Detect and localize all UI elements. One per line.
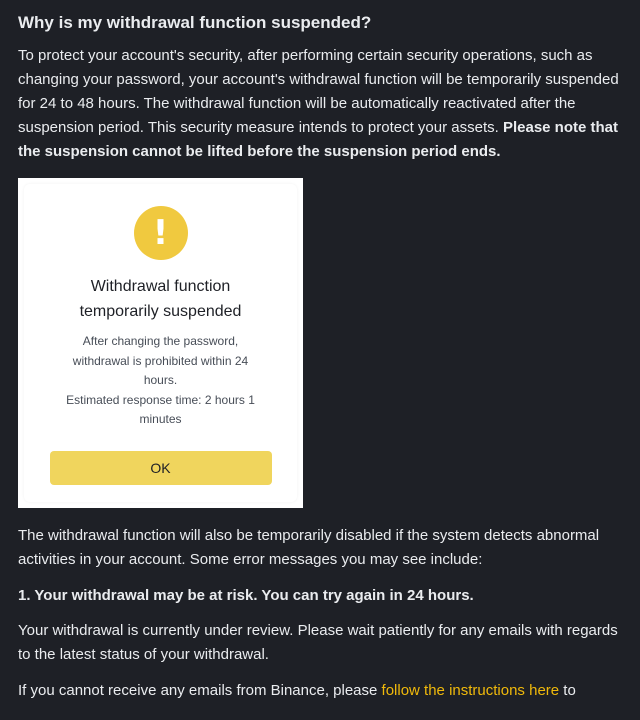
- dialog-body-line2: Estimated response time: 2 hours 1 minutes: [66, 392, 255, 426]
- dialog-title: Withdrawal function temporarily suspended: [79, 278, 242, 320]
- paragraph-no-email: [18, 679, 622, 703]
- article-heading: Why is my withdrawal function suspended?: [18, 13, 372, 32]
- suspension-dialog: [24, 184, 297, 502]
- warning-icon: [134, 206, 188, 260]
- instructions-link[interactable]: follow the instructions here: [381, 682, 560, 699]
- paragraph-under-review: Your withdrawal is currently under review. Please wait patiently for any emails with regards to the latest status of your withdrawal.: [18, 622, 618, 663]
- no-email-suffix: to: [559, 682, 576, 699]
- error-message-1: 1. Your withdrawal may be at risk. You can try again in 24 hours.: [18, 587, 474, 604]
- intro-paragraph: [18, 44, 622, 164]
- paragraph-abnormal-activity: The withdrawal function will also be temporarily disabled if the system detects abnormal activities in your account. Some error messages you may see include:: [18, 527, 600, 568]
- intro-text: To protect your account's security, after performing certain security operations, such as changing your password, your account's withdrawal function will be temporarily suspended for 24 to 48 hours. The withdrawal function will be automatically reactivated after the suspension period. This security measure intends to protect your assets.: [18, 47, 619, 136]
- intro-bold-note: Please note that the suspension cannot be lifted before the suspension period ends.: [18, 119, 619, 160]
- suspension-dialog-screenshot: [18, 178, 303, 508]
- warning-icon-glyph: !: [152, 213, 169, 253]
- dialog-body-line1: After changing the password, withdrawal is prohibited within 24 hours.: [72, 334, 249, 387]
- dialog-body: [56, 332, 266, 430]
- ok-button[interactable]: OK: [50, 451, 272, 485]
- no-email-prefix: If you cannot receive any emails from Binance, please: [18, 682, 382, 699]
